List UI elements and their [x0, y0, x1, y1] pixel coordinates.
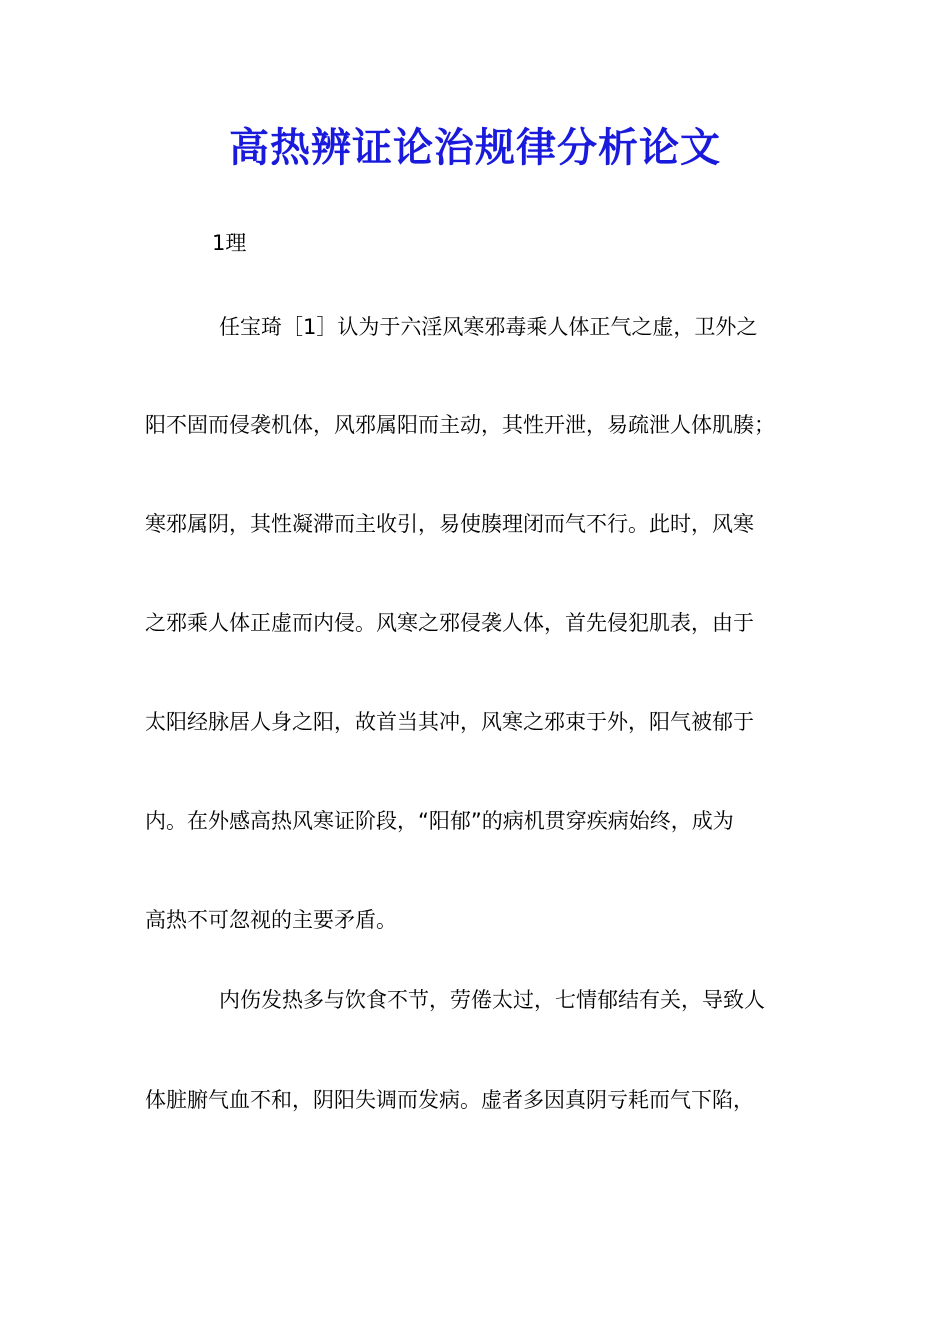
paragraph-1-line-3: 寒邪属阴，其性凝滞而主收引，易使腠理闭而气不行。此时，风寒	[145, 512, 754, 536]
paragraph-1-line-6: 内。在外感高热风寒证阶段，“阳郁”的病机贯穿疾病始终，成为	[145, 809, 734, 833]
paragraph-1-line-1: 任宝琦［1］认为于六淫风寒邪毒乘人体正气之虚，卫外之	[219, 315, 758, 339]
paragraph-1-line-7: 高热不可忽视的主要矛盾。	[145, 908, 397, 932]
paragraph-2-line-2: 体脏腑气血不和，阴阳失调而发病。虚者多因真阴亏耗而气下陷，	[145, 1088, 754, 1112]
paragraph-1-line-2: 阳不固而侵袭机体，风邪属阳而主动，其性开泄，易疏泄人体肌腠；	[145, 413, 775, 437]
section-heading: 1理	[212, 231, 247, 255]
paragraph-1-line-5: 太阳经脉居人身之阳，故首当其冲，风寒之邪束于外，阳气被郁于	[145, 710, 754, 734]
paragraph-2-line-1: 内伤发热多与饮食不节，劳倦太过，七情郁结有关，导致人	[219, 988, 765, 1012]
document-title: 高热辨证论治规律分析论文	[229, 124, 721, 171]
paragraph-1-line-4: 之邪乘人体正虚而内侵。风寒之邪侵袭人体，首先侵犯肌表，由于	[145, 611, 754, 635]
